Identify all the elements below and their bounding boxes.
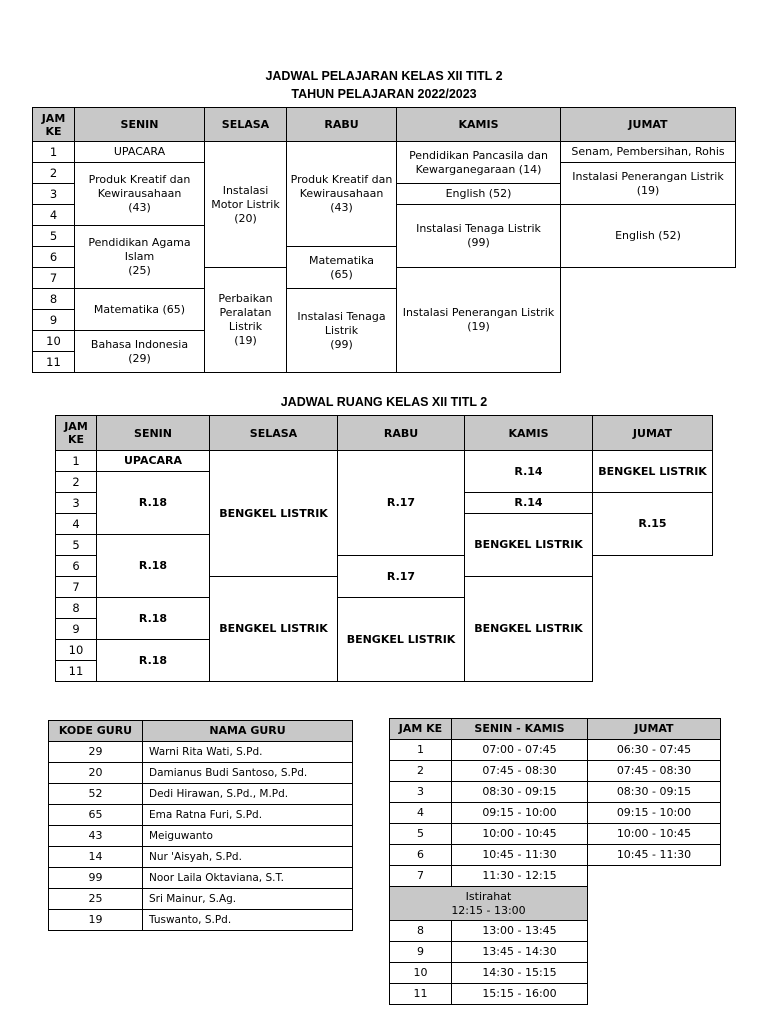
- teacher-code: (25): [128, 264, 151, 277]
- jumat-senam: Senam, Pembersihan, Rohis: [561, 142, 736, 163]
- table-row: [56, 451, 713, 472]
- room-schedule-table: [55, 415, 713, 682]
- nama-cell: Noor Laila Oktaviana, S.T.: [143, 868, 353, 889]
- senin-upacara: UPACARA: [97, 451, 210, 472]
- jumat-time: 09:15 - 10:00: [588, 803, 721, 824]
- senin-bahasa-indonesia: [75, 331, 205, 373]
- istirahat-cell: [390, 887, 588, 921]
- header-nama-guru: NAMA GURU: [143, 721, 353, 742]
- teacher-code: (20): [234, 211, 257, 225]
- jumat-time: 06:30 - 07:45: [588, 740, 721, 761]
- schedule-subtitle: TAHUN PELAJARAN 2022/2023: [291, 87, 477, 101]
- senin-room: R.18: [97, 535, 210, 598]
- jam-cell: 10: [390, 963, 452, 984]
- teacher-code: (99): [330, 337, 353, 351]
- header-jam-ke: JAM KE: [56, 416, 97, 451]
- nama-cell: Damianus Budi Santoso, S.Pd.: [143, 763, 353, 784]
- teacher-code: (99): [467, 236, 490, 249]
- rabu-matematika: [287, 247, 397, 289]
- kamis-room: R.14: [465, 493, 593, 514]
- teacher-code: (19): [636, 183, 660, 197]
- selasa-room: BENGKEL LISTRIK: [210, 451, 338, 577]
- senin-room: R.18: [97, 598, 210, 640]
- senin-kamis-time: 09:15 - 10:00: [452, 803, 588, 824]
- table-row: [49, 763, 353, 784]
- subject-label: Instalasi Motor Listrik: [211, 183, 280, 211]
- jam-cell: 4: [390, 803, 452, 824]
- jam-cell: 6: [56, 556, 97, 577]
- jam-cell: 8: [56, 598, 97, 619]
- subject-label: Instalasi Penerangan Listrik: [572, 169, 724, 183]
- senin-kamis-time: 10:45 - 11:30: [452, 845, 588, 866]
- header-kode-guru: KODE GURU: [49, 721, 143, 742]
- selasa-room: BENGKEL LISTRIK: [210, 577, 338, 682]
- table-header-row: [390, 719, 721, 740]
- jumat-time: 10:45 - 11:30: [588, 845, 721, 866]
- senin-kamis-time: 14:30 - 15:15: [452, 963, 588, 984]
- empty-cell: [561, 268, 736, 373]
- header-kamis: KAMIS: [397, 108, 561, 142]
- subject-label: Pendidikan Agama Islam: [88, 236, 191, 263]
- jumat-time: 07:45 - 08:30: [588, 761, 721, 782]
- jam-cell: 1: [390, 740, 452, 761]
- subject-label: Instalasi Tenaga Listrik: [416, 222, 541, 235]
- table-row: [49, 742, 353, 763]
- senin-kamis-time: 08:30 - 09:15: [452, 782, 588, 803]
- header-jumat: JUMAT: [588, 719, 721, 740]
- teacher-code: (19): [234, 334, 257, 347]
- nama-cell: Meiguwanto: [143, 826, 353, 847]
- kamis-room: BENGKEL LISTRIK: [465, 514, 593, 577]
- table-row: [390, 824, 721, 845]
- kode-cell: 25: [49, 889, 143, 910]
- jam-cell: 3: [56, 493, 97, 514]
- senin-kamis-time: 07:45 - 08:30: [452, 761, 588, 782]
- kamis-english: English (52): [397, 184, 561, 205]
- jam-cell: 4: [33, 205, 75, 226]
- table-row: [390, 866, 721, 887]
- istirahat-label: Istirahat: [465, 889, 512, 903]
- nama-cell: Nur 'Aisyah, S.Pd.: [143, 847, 353, 868]
- table-row: [33, 142, 736, 163]
- kode-cell: 20: [49, 763, 143, 784]
- table-row: [49, 910, 353, 931]
- table-row: [49, 805, 353, 826]
- senin-kamis-time: 13:00 - 13:45: [452, 921, 588, 942]
- jam-cell: 9: [56, 619, 97, 640]
- nama-cell: Dedi Hirawan, S.Pd., M.Pd.: [143, 784, 353, 805]
- jam-cell: 6: [33, 247, 75, 268]
- kode-cell: 65: [49, 805, 143, 826]
- jumat-time: 08:30 - 09:15: [588, 782, 721, 803]
- teacher-code: (43): [128, 201, 151, 214]
- teacher-code: (43): [330, 201, 353, 214]
- rabu-produk-kreatif: [287, 142, 397, 247]
- teacher-code-table: [48, 720, 353, 931]
- kode-cell: 43: [49, 826, 143, 847]
- header-rabu: RABU: [338, 416, 465, 451]
- table-row: [49, 868, 353, 889]
- jam-cell: 8: [390, 921, 452, 942]
- jam-cell: 9: [390, 942, 452, 963]
- rabu-room: BENGKEL LISTRIK: [338, 598, 465, 682]
- teacher-code: (65): [330, 267, 353, 281]
- header-selasa: SELASA: [205, 108, 287, 142]
- jam-cell: 10: [56, 640, 97, 661]
- header-jam-ke: JAM KE: [390, 719, 452, 740]
- table-row: [49, 889, 353, 910]
- senin-kamis-time: 10:00 - 10:45: [452, 824, 588, 845]
- subject-label: Instalasi Tenaga Listrik: [297, 309, 386, 337]
- header-jam-ke: JAM KE: [33, 108, 75, 142]
- header-selasa: SELASA: [210, 416, 338, 451]
- selasa-instalasi-motor: [205, 142, 287, 268]
- jam-cell: 5: [56, 535, 97, 556]
- jam-cell: 2: [33, 163, 75, 184]
- subject-label: Instalasi Penerangan Listrik: [402, 306, 555, 319]
- kode-cell: 99: [49, 868, 143, 889]
- rabu-room: R.17: [338, 556, 465, 598]
- senin-room: R.18: [97, 640, 210, 682]
- table-header-row: [56, 416, 713, 451]
- kamis-room: R.14: [465, 451, 593, 493]
- kamis-instalasi-tenaga: [397, 205, 561, 268]
- senin-kamis-time: 13:45 - 14:30: [452, 942, 588, 963]
- jam-cell: 8: [33, 289, 75, 310]
- jam-cell: 10: [33, 331, 75, 352]
- table-header-row: [33, 108, 736, 142]
- senin-upacara: UPACARA: [75, 142, 205, 163]
- table-row: [390, 761, 721, 782]
- jumat-room: R.15: [593, 493, 713, 556]
- table-row: [390, 803, 721, 824]
- header-jumat: JUMAT: [593, 416, 713, 451]
- senin-pendidikan-agama: [75, 226, 205, 289]
- header-jumat: JUMAT: [561, 108, 736, 142]
- jumat-time: 10:00 - 10:45: [588, 824, 721, 845]
- selasa-perbaikan-peralatan: [205, 268, 287, 373]
- jam-cell: 7: [390, 866, 452, 887]
- schedule-title: JADWAL PELAJARAN KELAS XII TITL 2: [265, 69, 503, 83]
- table-row: [49, 847, 353, 868]
- table-row: [390, 740, 721, 761]
- kode-cell: 52: [49, 784, 143, 805]
- nama-cell: Ema Ratna Furi, S.Pd.: [143, 805, 353, 826]
- nama-cell: Tuswanto, S.Pd.: [143, 910, 353, 931]
- rooms-title: JADWAL RUANG KELAS XII TITL 2: [280, 395, 488, 409]
- jumat-english: English (52): [561, 205, 736, 268]
- table-row: [390, 845, 721, 866]
- teacher-code: (29): [128, 351, 151, 365]
- jam-cell: 1: [33, 142, 75, 163]
- empty-cell: [593, 556, 713, 682]
- jam-cell: 2: [390, 761, 452, 782]
- time-table: [389, 718, 721, 1005]
- jam-cell: 5: [390, 824, 452, 845]
- table-header-row: [49, 721, 353, 742]
- header-senin: SENIN: [97, 416, 210, 451]
- table-row: [49, 826, 353, 847]
- kamis-instalasi-penerangan: [397, 268, 561, 373]
- rabu-instalasi-tenaga: [287, 289, 397, 373]
- jumat-instalasi-penerangan: [561, 163, 736, 205]
- jam-cell: 3: [390, 782, 452, 803]
- jam-cell: 7: [56, 577, 97, 598]
- header-senin-kamis: SENIN - KAMIS: [452, 719, 588, 740]
- nama-cell: Sri Mainur, S.Ag.: [143, 889, 353, 910]
- subject-label: Perbaikan Peralatan Listrik: [218, 292, 273, 333]
- senin-produk-kreatif: [75, 163, 205, 226]
- jam-cell: 11: [390, 984, 452, 1005]
- subject-label: Produk Kreatif dan Kewirausahaan: [290, 173, 393, 200]
- lesson-schedule-table: [32, 107, 736, 373]
- rabu-room: R.17: [338, 451, 465, 556]
- istirahat-time: 12:15 - 13:00: [451, 903, 526, 917]
- jam-cell: 3: [33, 184, 75, 205]
- jam-cell: 11: [33, 352, 75, 373]
- header-rabu: RABU: [287, 108, 397, 142]
- jam-cell: 7: [33, 268, 75, 289]
- kamis-ppkn: Pendidikan Pancasila dan Kewarganegaraan (14): [397, 142, 561, 184]
- senin-kamis-time: 15:15 - 16:00: [452, 984, 588, 1005]
- senin-room: R.18: [97, 472, 210, 535]
- kamis-room: BENGKEL LISTRIK: [465, 577, 593, 682]
- jam-cell: 2: [56, 472, 97, 493]
- jam-cell: 5: [33, 226, 75, 247]
- senin-kamis-time: 11:30 - 12:15: [452, 866, 588, 887]
- kode-cell: 29: [49, 742, 143, 763]
- jam-cell: 4: [56, 514, 97, 535]
- subject-label: Bahasa Indonesia: [90, 337, 189, 351]
- subject-label: Produk Kreatif dan Kewirausahaan: [88, 173, 191, 200]
- table-row: [49, 784, 353, 805]
- jam-cell: 1: [56, 451, 97, 472]
- kode-cell: 19: [49, 910, 143, 931]
- kode-cell: 14: [49, 847, 143, 868]
- senin-matematika: Matematika (65): [75, 289, 205, 331]
- jam-cell: 11: [56, 661, 97, 682]
- subject-label: Matematika: [308, 253, 375, 267]
- empty-cell: [588, 866, 721, 1005]
- table-row: [390, 782, 721, 803]
- jam-cell: 9: [33, 310, 75, 331]
- jumat-room: BENGKEL LISTRIK: [593, 451, 713, 493]
- teacher-code: (19): [467, 320, 490, 333]
- jam-cell: 6: [390, 845, 452, 866]
- header-kamis: KAMIS: [465, 416, 593, 451]
- senin-kamis-time: 07:00 - 07:45: [452, 740, 588, 761]
- header-senin: SENIN: [75, 108, 205, 142]
- nama-cell: Warni Rita Wati, S.Pd.: [143, 742, 353, 763]
